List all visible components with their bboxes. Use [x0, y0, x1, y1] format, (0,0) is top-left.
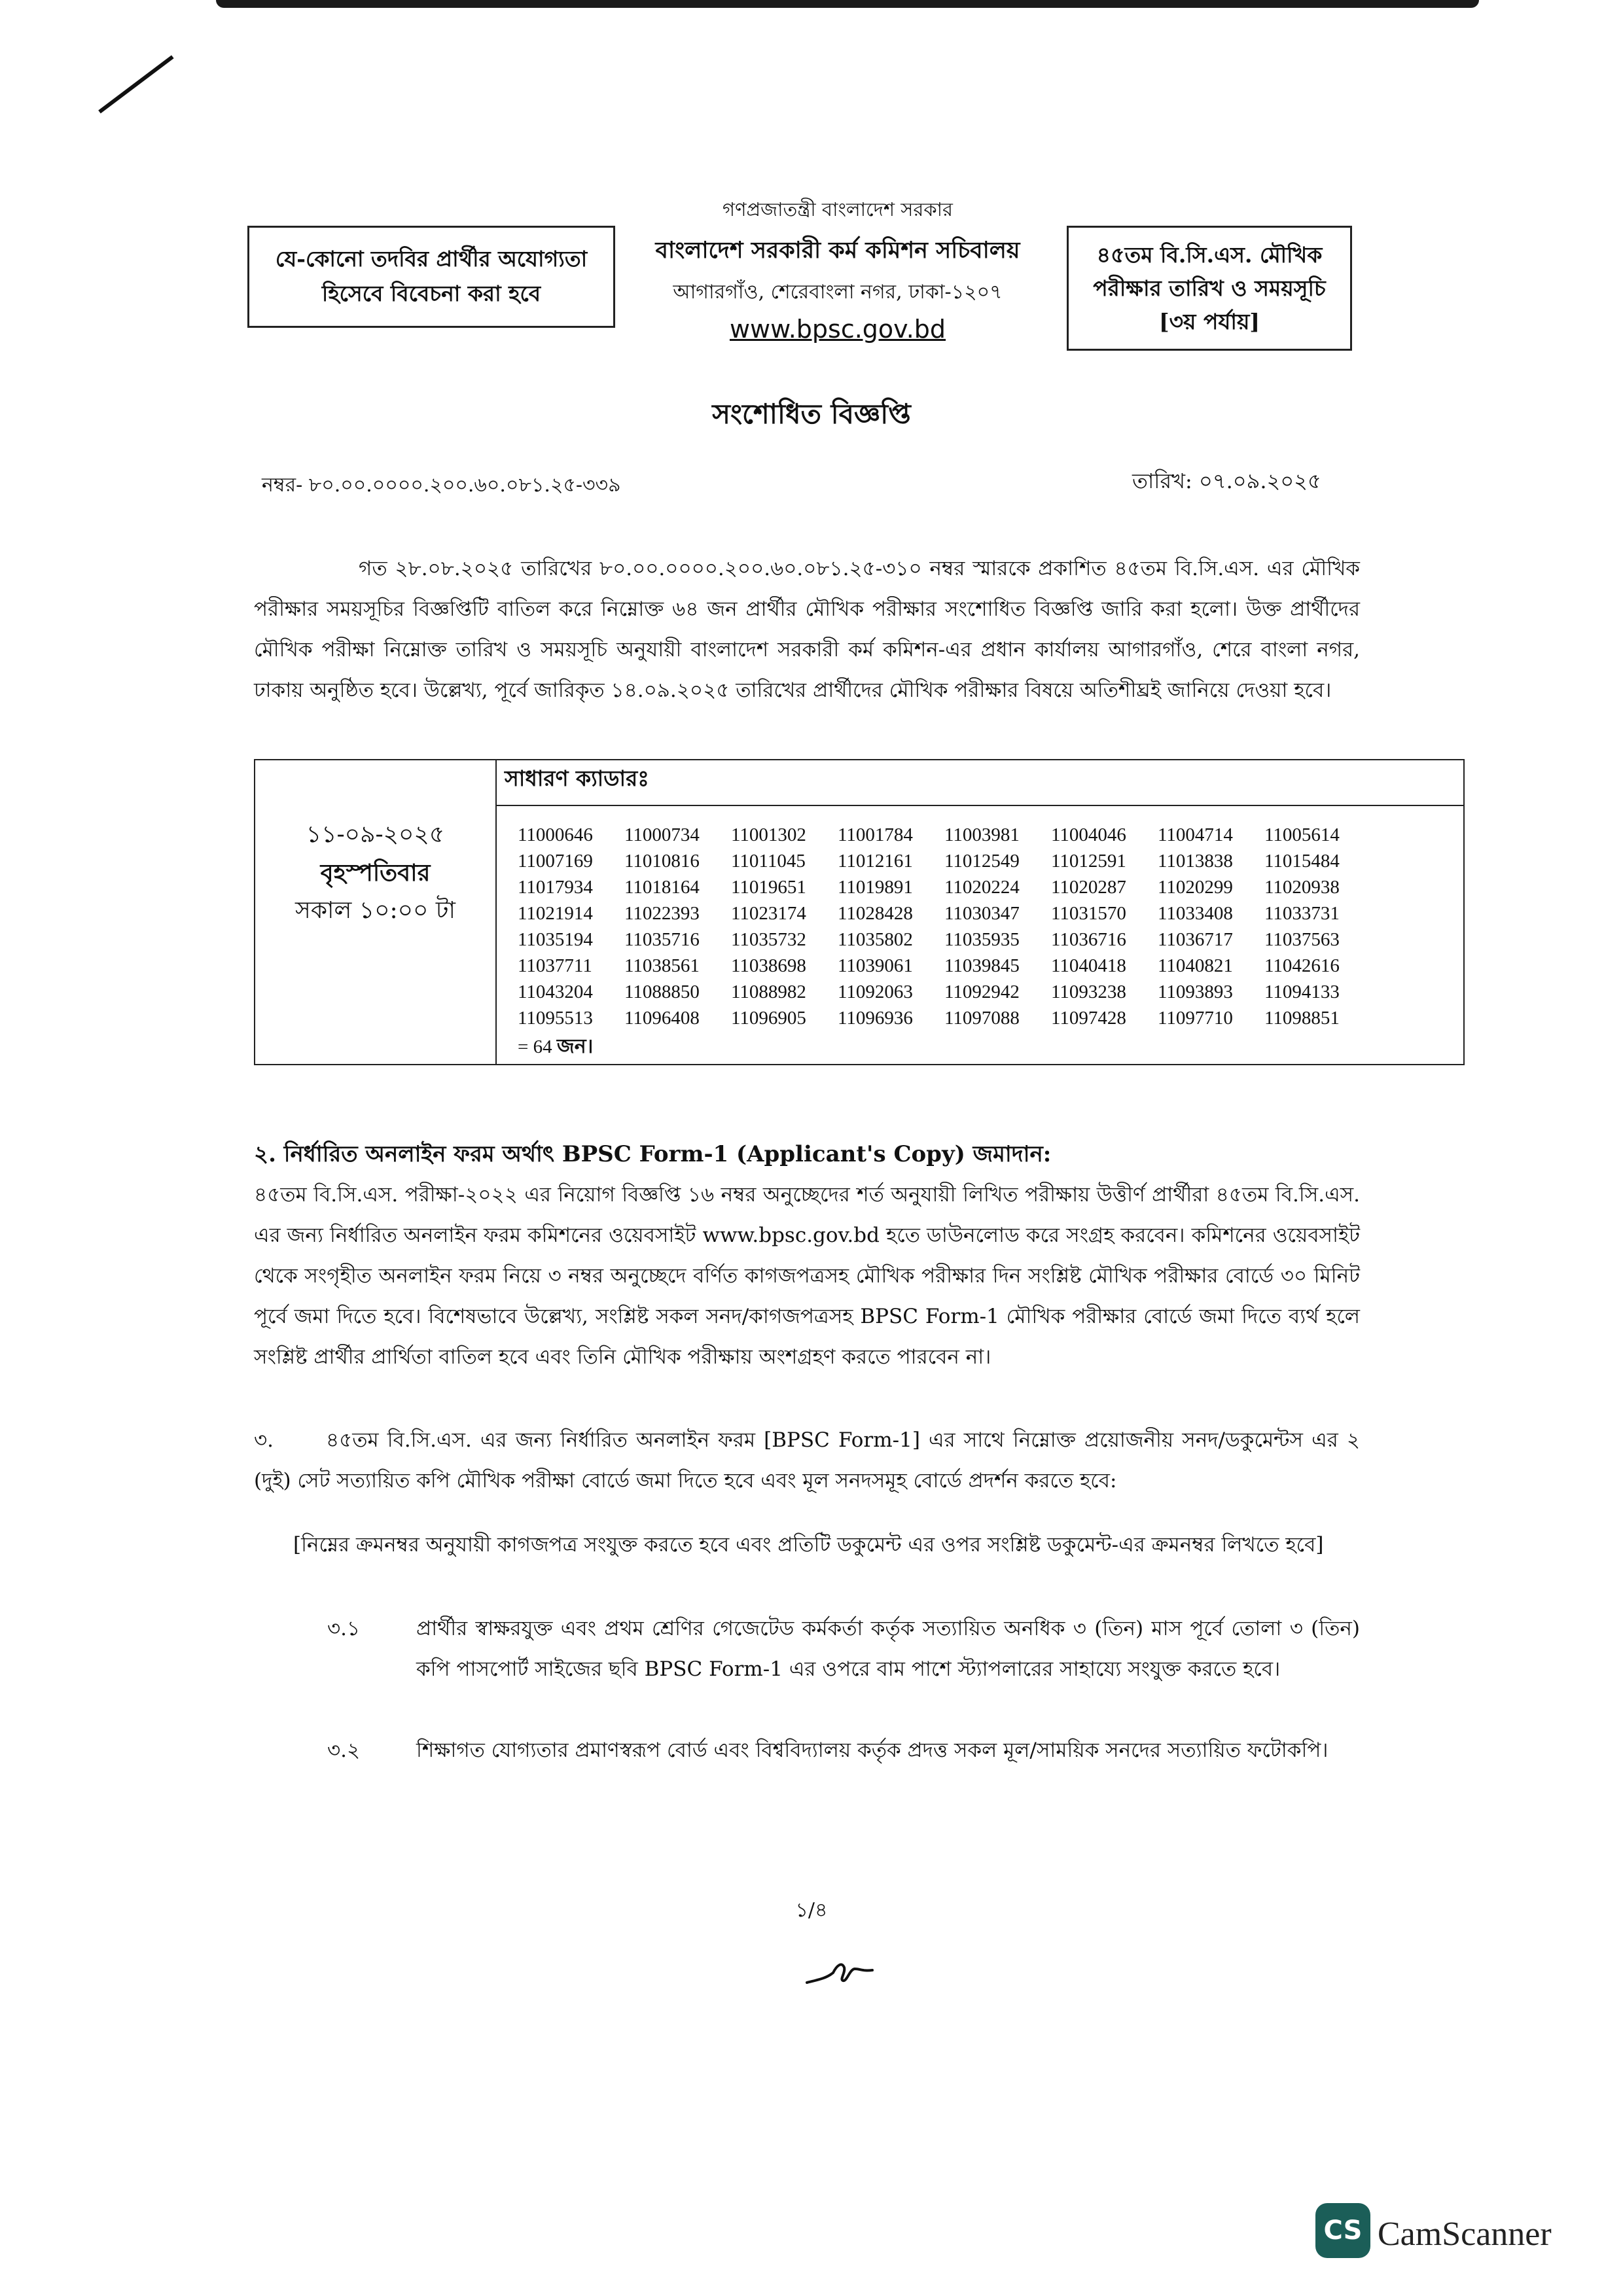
roll-number: 11012549	[944, 851, 1020, 872]
roll-number: 11037563	[1264, 929, 1340, 950]
roll-number: 11039845	[944, 955, 1020, 976]
roll-number: 11020224	[944, 877, 1020, 898]
office-address: আগারগাঁও, শেরেবাংলা নগর, ঢাকা-১২০৭	[673, 281, 1003, 304]
camscanner-logo-icon: CS	[1315, 2203, 1370, 2258]
roll-number: 11092063	[838, 981, 913, 1002]
section-3-note: [নিম্নের ক্রমনম্বর অনুযায়ী কাগজপত্র সংযুক্ত করতে হবে এবং প্রতিটি ডকুমেন্ট এর ওপর সংশ্লিষ্ট ডকুমেন্ট-এর ক্রমনম্বর লিখতে হবে]	[293, 1533, 1324, 1557]
section-2-text: ৪৫তম বি.সি.এস. পরীক্ষা-২০২২ এর নিয়োগ বিজ্ঞপ্তি ১৬ নম্বর অনুচ্ছেদের শর্ত অনুযায়ী লিখিত পরীক্ষায় উত্তীর্ণ প্রার্থীরা ৪৫তম বি.সি.এস. এর জন্য নির্ধারিত অনলাইন ফরম কমিশনের ওয়েবসাইট www.bpsc.gov.bd হতে ডাউনলোড করে সংগ্রহ করবেন। কমিশনের ওয়েবসাইট থেকে সংগৃহীত অনলাইন ফরম নিয়ে ৩ নম্বর অনুচ্ছেদে বর্ণিত কাগজপত্রসহ মৌখিক পরীক্ষার দিন সংশ্লিষ্ট মৌখিক পরীক্ষার বোর্ডে ৩০ মিনিট পূর্বে জমা দিতে হবে। বিশেষভাবে উল্লেখ্য, সংশ্লিষ্ট সকল সনদ/কাগজপত্রসহ BPSC Form-1 মৌখিক পরীক্ষার বোর্ডে জমা দিতে ব্যর্থ হলে সংশ্লিষ্ট প্রার্থীর প্রার্থিতা বাতিল হবে এবং তিনি মৌখিক পরীক্ষায় অংশগ্রহণ করতে পারবেন না।	[254, 1183, 1360, 1369]
roll-number: 11042616	[1264, 955, 1340, 976]
roll-number: 11093238	[1051, 981, 1126, 1002]
exam-info-box	[1067, 226, 1352, 351]
exam-info-line-2: পরীক্ষার তারিখ ও সময়সূচি	[1093, 275, 1326, 301]
roll-number: 11038698	[731, 955, 806, 976]
roll-number: 11038561	[624, 955, 700, 976]
roll-number: 11020299	[1158, 877, 1233, 898]
roll-number: 11093893	[1158, 981, 1233, 1002]
roll-number: 11088850	[624, 981, 700, 1002]
secretariat-name: বাংলাদেশ সরকারী কর্ম কমিশন সচিবালয়	[655, 237, 1020, 264]
roll-number: 11035194	[518, 929, 593, 950]
memo-number: নম্বর- ৮০.০০.০০০০.২০০.৬০.০৮১.২৫-৩৩৯	[262, 474, 621, 497]
government-name: গণপ্রজাতন্ত্রী বাংলাদেশ সরকার	[722, 198, 954, 221]
roll-number: 11015484	[1264, 851, 1340, 872]
candidate-total	[518, 1034, 1463, 1060]
schedule-table	[254, 759, 1465, 1065]
roll-number: 11020938	[1264, 877, 1340, 898]
roll-number: 11000646	[518, 824, 593, 845]
cadre-heading: সাধারণ ক্যাডারঃ	[497, 760, 1463, 806]
warning-line-2: হিসেবে বিবেচনা করা হবে	[321, 281, 541, 306]
roll-number: 11021914	[518, 903, 593, 924]
roll-number: 11007169	[518, 851, 593, 872]
roll-number: 11019891	[838, 877, 913, 898]
roll-row	[518, 1005, 1463, 1031]
roll-number: 11096905	[731, 1008, 806, 1029]
signature-initial	[804, 1953, 876, 1992]
scan-edge-shadow	[216, 0, 1479, 8]
section-2-heading: ২. নির্ধারিত অনলাইন ফরম অর্থাৎ BPSC Form-1 (Applicant's Copy) জমাদান:	[254, 1141, 1052, 1167]
exam-info-line-3: [৩য় পর্যায়]	[1158, 309, 1260, 335]
exam-info-line-1: ৪৫তম বি.সি.এস. মৌখিক	[1096, 241, 1323, 268]
roll-number: 11005614	[1264, 824, 1340, 845]
roll-number: 11036716	[1051, 929, 1126, 950]
roll-number: 11028428	[838, 903, 913, 924]
section-3-number: ৩.	[254, 1428, 274, 1452]
roll-number: 11012591	[1051, 851, 1126, 872]
section-3-text: ৪৫তম বি.সি.এস. এর জন্য নির্ধারিত অনলাইন ফরম [BPSC Form-1] এর সাথে নিম্নোক্ত প্রয়োজনীয় সনদ/ডকুমেন্টস এর ২ (দুই) সেট সত্যায়িত কপি মৌখিক পরীক্ষা বোর্ডে জমা দিতে হবে এবং মূল সনদসমূহ বোর্ডে প্রদর্শন করতে হবে:	[254, 1428, 1360, 1492]
roll-number: 11097428	[1051, 1008, 1126, 1029]
roll-number: 11010816	[624, 851, 700, 872]
roll-number: 11003981	[944, 824, 1020, 845]
roll-number: 11031570	[1051, 903, 1126, 924]
schedule-time: সকাল ১০:০০ টা	[295, 897, 455, 924]
roll-number: 11092942	[944, 981, 1020, 1002]
roll-number: 11035802	[838, 929, 913, 950]
roll-row	[518, 953, 1463, 979]
roll-number: 11012161	[838, 851, 913, 872]
roll-row	[518, 822, 1463, 848]
roll-number: 11017934	[518, 877, 593, 898]
total-unit: জন।	[556, 1036, 594, 1057]
website-link[interactable]: www.bpsc.gov.bd	[729, 315, 946, 344]
roll-number: 11035732	[731, 929, 806, 950]
roll-number: 11097088	[944, 1008, 1020, 1029]
roll-number: 11039061	[838, 955, 913, 976]
roll-number: 11013838	[1158, 851, 1233, 872]
roll-number: 11094133	[1264, 981, 1340, 1002]
camscanner-watermark: CamScanner	[1378, 2216, 1552, 2253]
roll-number: 11096408	[624, 1008, 700, 1029]
roll-number: 11036717	[1158, 929, 1233, 950]
page-number: ১/৪	[795, 1899, 828, 1922]
schedule-date: ১১-০৯-২০২৫	[306, 821, 445, 848]
list-item	[327, 1730, 1360, 1771]
notice-title: সংশোধিত বিজ্ঞপ্তি	[712, 398, 911, 430]
roll-number: 11022393	[624, 903, 700, 924]
roll-number: 11020287	[1051, 877, 1126, 898]
roll-row	[518, 848, 1463, 874]
roll-number: 11095513	[518, 1008, 593, 1029]
item-text: প্রার্থীর স্বাক্ষরযুক্ত এবং প্রথম শ্রেণির গেজেটেড কর্মকর্তা কর্তৃক সত্যায়িত অনধিক ৩ (তিন) মাস পূর্বে তোলা ৩ (তিন) কপি পাসপোর্ট সাইজের ছবি BPSC Form-1 এর ওপরে বাম পাশে স্ট্যাপলারের সাহায্যে সংযুক্ত করতে হবে।	[416, 1617, 1360, 1681]
section-3-text-block	[254, 1420, 1360, 1501]
candidates-cell	[496, 760, 1464, 1065]
roll-number: 11000734	[624, 824, 700, 845]
roll-number: 11088982	[731, 981, 806, 1002]
roll-number: 11098851	[1264, 1008, 1340, 1029]
roll-number: 11043204	[518, 981, 593, 1002]
item-number: ৩.২	[327, 1739, 361, 1762]
roll-number: 11001302	[731, 824, 806, 845]
roll-number: 11037711	[518, 955, 592, 976]
roll-number: 11023174	[731, 903, 806, 924]
roll-number: 11035716	[624, 929, 700, 950]
roll-number: 11004714	[1158, 824, 1233, 845]
intro-paragraph: গত ২৮.০৮.২০২৫ তারিখের ৮০.০০.০০০০.২০০.৬০.০৮১.২৫-৩১০ নম্বর স্মারকে প্রকাশিত ৪৫তম বি.সি.এস. এর মৌখিক পরীক্ষার সময়সূচির বিজ্ঞপ্তিটি বাতিল করে নিম্নোক্ত ৬৪ জন প্রার্থীর মৌখিক পরীক্ষার সংশোধিত বিজ্ঞপ্তি জারি করা হলো। উক্ত প্রার্থীদের মৌখিক পরীক্ষা নিম্নোক্ত তারিখ ও সময়সূচি অনুযায়ী বাংলাদেশ সরকারী কর্ম কমিশন-এর প্রধান কার্যালয় আগারগাঁও, শেরে বাংলা নগর, ঢাকায় অনুষ্ঠিত হবে। উল্লেখ্য, পূর্বে জারিকৃত ১৪.০৯.২০২৫ তারিখের প্রার্থীদের মৌখিক পরীক্ষার বিষয়ে অতিশীঘ্রই জানিয়ে দেওয়া হবে।	[254, 557, 1360, 702]
warning-box	[247, 226, 615, 328]
warning-line-1: যে-কোনো তদবির প্রার্থীর অযোগ্যতা	[275, 246, 588, 272]
pen-mark	[98, 55, 173, 113]
roll-number: 11019651	[731, 877, 806, 898]
roll-number: 11033408	[1158, 903, 1233, 924]
item-number: ৩.১	[327, 1617, 361, 1640]
schedule-date-cell	[255, 760, 496, 1065]
roll-row	[518, 927, 1463, 953]
roll-number: 11096936	[838, 1008, 913, 1029]
roll-number: 11033731	[1264, 903, 1340, 924]
roll-row	[518, 979, 1463, 1005]
schedule-weekday: বৃহস্পতিবার	[320, 859, 431, 887]
roll-number: 11035935	[944, 929, 1020, 950]
roll-number: 11040418	[1051, 955, 1126, 976]
roll-row	[518, 900, 1463, 927]
total-value: = 64	[518, 1036, 552, 1057]
roll-number: 11018164	[624, 877, 700, 898]
roll-number: 11001784	[838, 824, 913, 845]
roll-list	[505, 806, 1463, 1060]
roll-number: 11030347	[944, 903, 1020, 924]
roll-number: 11011045	[731, 851, 806, 872]
notice-date: তারিখ: ০৭.০৯.২০২৫	[1132, 468, 1321, 493]
roll-row	[518, 874, 1463, 900]
item-text: শিক্ষাগত যোগ্যতার প্রমাণস্বরূপ বোর্ড এবং বিশ্ববিদ্যালয় কর্তৃক প্রদত্ত সকল মূল/সাময়িক সনদের সত্যায়িত ফটোকপি।	[416, 1739, 1329, 1762]
roll-number: 11097710	[1158, 1008, 1233, 1029]
list-item	[327, 1608, 1360, 1689]
letterhead	[628, 195, 1047, 344]
roll-number: 11040821	[1158, 955, 1233, 976]
roll-number: 11004046	[1051, 824, 1126, 845]
